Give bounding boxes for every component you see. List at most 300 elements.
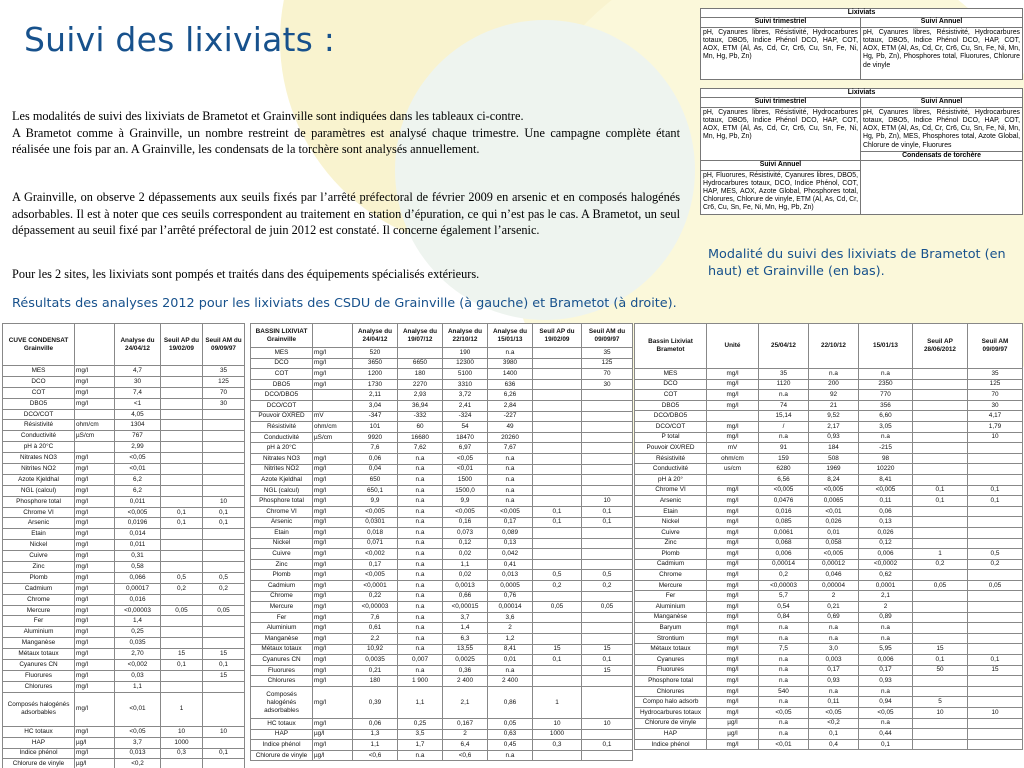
table-row	[251, 719, 633, 730]
value-cell	[533, 612, 582, 623]
value-cell: 7,6	[353, 612, 398, 623]
mod-bot-title: Lixiviats	[701, 89, 1023, 98]
value-cell: 1,1	[353, 740, 398, 751]
table-row	[635, 411, 1023, 422]
value-cell: <0,005	[809, 485, 859, 496]
value-cell: mg/l	[313, 369, 353, 380]
value-cell: 0,0005	[488, 581, 533, 592]
value-cell: mg/l	[313, 464, 353, 475]
parameter-cell: Azote Kjeldhal	[3, 474, 75, 485]
value-cell: 0,5	[161, 572, 203, 583]
value-cell	[913, 538, 968, 549]
value-cell: 0,16	[443, 517, 488, 528]
value-cell: mg/l	[707, 369, 759, 380]
value-cell	[968, 591, 1023, 602]
value-cell: 0,167	[443, 719, 488, 730]
value-cell	[161, 627, 203, 638]
value-cell: <0,00003	[115, 605, 161, 616]
value-cell	[913, 739, 968, 750]
value-cell: 1	[161, 692, 203, 726]
table-row	[635, 369, 1023, 380]
value-cell: 0,006	[759, 549, 809, 560]
value-cell: mg/l	[707, 549, 759, 560]
value-cell: 636	[488, 379, 533, 390]
value-cell: 5,95	[859, 644, 913, 655]
parameter-cell: DCO/COT	[3, 409, 75, 420]
table-row	[3, 748, 245, 759]
value-cell: 0,1	[203, 748, 245, 759]
value-cell	[203, 431, 245, 442]
value-cell	[533, 485, 582, 496]
value-cell: 35	[203, 366, 245, 377]
table-row	[635, 538, 1023, 549]
value-cell: n.a	[398, 623, 443, 634]
table-row	[251, 348, 633, 359]
value-cell: mg/l	[75, 627, 115, 638]
value-cell: 0,5	[533, 570, 582, 581]
value-cell: 70	[203, 387, 245, 398]
value-cell: mg/l	[707, 390, 759, 401]
value-cell: mg/l	[75, 507, 115, 518]
parameter-cell: DBO5	[3, 398, 75, 409]
value-cell	[533, 443, 582, 454]
table-row	[251, 591, 633, 602]
table-row	[3, 638, 245, 649]
value-cell: n.a	[809, 633, 859, 644]
value-cell: 0,026	[809, 517, 859, 528]
table-row	[251, 729, 633, 740]
value-cell: 0,86	[488, 687, 533, 719]
value-cell: 0,0013	[443, 581, 488, 592]
value-cell	[161, 431, 203, 442]
value-cell: mg/l	[313, 528, 353, 539]
results-table-brametot	[634, 323, 1023, 750]
value-cell: -347	[353, 411, 398, 422]
value-cell: 0,013	[115, 748, 161, 759]
value-cell: 0,003	[809, 655, 859, 666]
value-cell	[203, 453, 245, 464]
value-cell: 0,36	[443, 665, 488, 676]
parameter-cell: Arsenic	[635, 496, 707, 507]
value-cell	[533, 348, 582, 359]
value-cell: ohm/cm	[75, 420, 115, 431]
value-cell: n.a	[398, 506, 443, 517]
parameter-cell: Manganèse	[251, 634, 313, 645]
results-table-grainville-condensat	[2, 323, 245, 768]
value-cell: 70	[968, 390, 1023, 401]
value-cell: n.a	[488, 496, 533, 507]
value-cell: 70	[582, 369, 633, 380]
parameter-cell: Aluminium	[635, 602, 707, 613]
value-cell: n.a	[398, 612, 443, 623]
value-cell	[913, 602, 968, 613]
value-cell	[313, 400, 353, 411]
value-cell: 8,41	[488, 644, 533, 655]
value-cell: 1400	[488, 369, 533, 380]
value-cell: 20260	[488, 432, 533, 443]
parameter-cell: Baryum	[635, 623, 707, 634]
value-cell	[533, 464, 582, 475]
value-cell: 49	[488, 422, 533, 433]
value-cell: 3,7	[115, 737, 161, 748]
parameter-cell: Etain	[635, 506, 707, 517]
value-cell: 0,1	[203, 518, 245, 529]
value-cell: 0,41	[488, 559, 533, 570]
value-cell: mg/l	[313, 485, 353, 496]
value-cell: 3650	[353, 358, 398, 369]
value-cell: 18470	[443, 432, 488, 443]
value-cell	[203, 474, 245, 485]
value-cell: 0,00004	[809, 580, 859, 591]
value-cell: <0,00003	[353, 602, 398, 613]
value-cell: 6,2	[115, 474, 161, 485]
value-cell: 15	[161, 649, 203, 660]
parameter-cell: Aluminium	[3, 627, 75, 638]
value-cell: 1	[533, 687, 582, 719]
value-cell: mg/l	[313, 506, 353, 517]
table-row	[635, 729, 1023, 740]
value-cell: 3,05	[859, 421, 913, 432]
parameter-cell: DCO	[3, 376, 75, 387]
mod-top-title: Lixiviats	[701, 9, 1023, 18]
value-cell: 0,058	[809, 538, 859, 549]
parameter-cell: Nickel	[251, 538, 313, 549]
value-cell: 6280	[759, 464, 809, 475]
value-cell: 0,0476	[759, 496, 809, 507]
value-cell: 2,2	[353, 634, 398, 645]
value-cell: 4,17	[968, 411, 1023, 422]
mod-top-annual: pH, Cyanures libres, Résistivité, Hydrocarbures totaux, DBO5, Indice Phénol DCO, HAP, COT, AOX, ETM (Al, As, Cd, Cr, Cr6, Cu, Sn, Fe, Ni, Mn, Hg, Pb, Zn), Phosphores total, Fluorures, Chlorure de vinyle	[861, 27, 1023, 79]
value-cell: 3,72	[443, 390, 488, 401]
value-cell: mg/l	[313, 602, 353, 613]
value-cell: 10	[582, 496, 633, 507]
value-cell: 0,0065	[809, 496, 859, 507]
parameter-cell: Phosphore total	[635, 676, 707, 687]
parameter-cell: P total	[635, 432, 707, 443]
value-cell	[582, 411, 633, 422]
value-cell: 10	[968, 708, 1023, 719]
value-cell	[161, 420, 203, 431]
table-row	[635, 432, 1023, 443]
value-cell: mg/l	[75, 681, 115, 692]
value-cell	[913, 421, 968, 432]
value-cell: n.a	[398, 485, 443, 496]
value-cell: 0,011	[115, 540, 161, 551]
value-cell: n.a	[759, 390, 809, 401]
value-cell	[533, 634, 582, 645]
value-cell: mg/l	[707, 655, 759, 666]
value-cell: mg/l	[707, 496, 759, 507]
value-cell	[582, 432, 633, 443]
table-row	[3, 737, 245, 748]
table-row	[635, 549, 1023, 560]
table-row	[251, 496, 633, 507]
table-row	[635, 591, 1023, 602]
table-row	[251, 559, 633, 570]
parameter-cell: Cuivre	[3, 551, 75, 562]
value-cell: 0,06	[353, 453, 398, 464]
value-cell: 0,006	[859, 655, 913, 666]
value-cell: 0,042	[488, 549, 533, 560]
parameter-cell: Conductivité	[251, 432, 313, 443]
parameter-cell: Composés halogénés adsorbables	[3, 692, 75, 726]
value-cell	[582, 676, 633, 687]
value-cell: 6,97	[443, 443, 488, 454]
table-row	[3, 660, 245, 671]
value-cell: 0,1	[968, 485, 1023, 496]
value-cell: 0,06	[353, 719, 398, 730]
mod-top-h1: Suivi trimestriel	[701, 18, 861, 27]
value-cell: 5	[913, 697, 968, 708]
value-cell	[582, 687, 633, 719]
table-row	[635, 379, 1023, 390]
parameter-cell: Fer	[3, 616, 75, 627]
value-cell: 1,79	[968, 421, 1023, 432]
value-cell: mg/l	[75, 376, 115, 387]
parameter-cell: COT	[3, 387, 75, 398]
value-cell: 10	[582, 719, 633, 730]
value-cell: 74	[759, 400, 809, 411]
parameter-cell: HAP	[635, 729, 707, 740]
column-header: Analyse du 15/01/13	[488, 324, 533, 348]
value-cell	[533, 750, 582, 761]
value-cell: 3310	[443, 379, 488, 390]
value-cell	[913, 379, 968, 390]
value-cell: 2270	[398, 379, 443, 390]
value-cell: <0,05	[809, 708, 859, 719]
value-cell	[707, 411, 759, 422]
parameter-cell: Résistivité	[635, 453, 707, 464]
value-cell	[203, 409, 245, 420]
value-cell	[203, 759, 245, 768]
value-cell: 0,016	[759, 506, 809, 517]
treatment-text: Pour les 2 sites, les lixiviats sont pompés et traités dans des équipements spécialisés extérieurs.	[12, 267, 480, 281]
value-cell: 30	[968, 400, 1023, 411]
value-cell	[913, 390, 968, 401]
value-cell: 0,17	[353, 559, 398, 570]
column-header: 22/10/12	[809, 324, 859, 369]
results-caption: Résultats des analyses 2012 pour les lixiviats des CSDU de Grainville (à gauche) et Brametot (à droite).	[12, 296, 677, 311]
value-cell: 0,3	[161, 748, 203, 759]
table-row	[251, 443, 633, 454]
value-cell	[203, 551, 245, 562]
value-cell: <0,00003	[759, 580, 809, 591]
value-cell	[913, 686, 968, 697]
mod-top-quarterly: pH, Cyanures libres, Résistivité, Hydrocarbures totaux, DBO5, Indice Phénol DCO, HAP, COT, AOX, ETM (Al, As, Cd, Cr, Cr6, Cu, Sn, Fe, Ni, Mn, Hg, Pb, Zn)	[701, 27, 861, 79]
parameter-cell: Phosphore total	[251, 496, 313, 507]
value-cell: mg/l	[75, 638, 115, 649]
parameter-cell: Azote Kjeldhal	[251, 475, 313, 486]
value-cell: mg/l	[313, 549, 353, 560]
value-cell: 4,7	[115, 366, 161, 377]
value-cell: <0,01	[115, 692, 161, 726]
column-header: Seuil AP du 19/02/09	[533, 324, 582, 348]
value-cell: 0,13	[859, 517, 913, 528]
table-row	[3, 464, 245, 475]
parameter-cell: MES	[251, 348, 313, 359]
value-cell: 4,05	[115, 409, 161, 420]
parameter-cell: Cuivre	[251, 549, 313, 560]
value-cell: mg/l	[707, 676, 759, 687]
value-cell: mg/l	[313, 358, 353, 369]
value-cell: 0,05	[913, 580, 968, 591]
table-row	[251, 464, 633, 475]
table-row	[251, 369, 633, 380]
table-row	[3, 485, 245, 496]
column-header: CUVE CONDENSAT Grainville	[3, 324, 75, 366]
value-cell	[533, 496, 582, 507]
value-cell: 0,1	[203, 507, 245, 518]
value-cell	[913, 612, 968, 623]
value-cell: 5,7	[759, 591, 809, 602]
value-cell: <0,05	[859, 708, 913, 719]
value-cell: µg/l	[707, 729, 759, 740]
value-cell: <1	[115, 398, 161, 409]
value-cell: 0,1	[582, 517, 633, 528]
value-cell	[161, 759, 203, 768]
value-cell: 0,5	[582, 570, 633, 581]
parameter-cell: Cyanures	[635, 655, 707, 666]
value-cell: mg/l	[313, 379, 353, 390]
value-cell: 1000	[161, 737, 203, 748]
value-cell: 0,12	[443, 538, 488, 549]
value-cell: 1,4	[115, 616, 161, 627]
value-cell: 3,7	[443, 612, 488, 623]
value-cell: n.a	[398, 591, 443, 602]
value-cell: n.a	[398, 496, 443, 507]
value-cell: 767	[115, 431, 161, 442]
value-cell	[913, 506, 968, 517]
value-cell: mg/l	[75, 748, 115, 759]
value-cell: 0,00014	[759, 559, 809, 570]
value-cell: <0,005	[859, 485, 913, 496]
parameter-cell: Métaux totaux	[251, 644, 313, 655]
value-cell: 0,5	[203, 572, 245, 583]
table-row	[251, 655, 633, 666]
table-row	[635, 485, 1023, 496]
value-cell: n.a	[859, 623, 913, 634]
value-cell: 0,21	[353, 665, 398, 676]
value-cell: mg/l	[707, 400, 759, 411]
value-cell: 0,63	[488, 729, 533, 740]
value-cell: 0,76	[488, 591, 533, 602]
value-cell: 36,94	[398, 400, 443, 411]
value-cell: 0,1	[968, 655, 1023, 666]
table-row	[635, 708, 1023, 719]
value-cell: mg/l	[707, 644, 759, 655]
parameter-cell: Hydrocarbures totaux	[635, 708, 707, 719]
value-cell: <0,2	[115, 759, 161, 768]
value-cell: 16680	[398, 432, 443, 443]
value-cell	[203, 529, 245, 540]
column-header: Analyse du 24/04/12	[115, 324, 161, 366]
value-cell: 0,2	[968, 559, 1023, 570]
parameter-cell: Compo halo adsorb	[635, 697, 707, 708]
parameter-cell: COT	[635, 390, 707, 401]
table-row	[251, 517, 633, 528]
value-cell: <0,6	[353, 750, 398, 761]
table-row	[251, 506, 633, 517]
value-cell: n.a	[398, 581, 443, 592]
value-cell: 1,3	[353, 729, 398, 740]
mod-bot-quarterly: pH, Cyanures libres, Résistivité, Hydrocarbures totaux, DBO5, Indice Phénol DCO, HAP, COT, AOX, ETM (Al, As, Cd, Cr, Cr6, Cu, Sn, Fe, Ni, Mn, Hg, Pb, Zn)	[701, 107, 861, 151]
value-cell: mg/l	[313, 612, 353, 623]
parameter-cell: Pouvoir OXRED	[251, 411, 313, 422]
value-cell: 0,00017	[115, 583, 161, 594]
value-cell: 0,085	[759, 517, 809, 528]
value-cell: 9,52	[809, 411, 859, 422]
value-cell: 0,1	[161, 507, 203, 518]
value-cell: 0,1	[913, 485, 968, 496]
value-cell	[913, 400, 968, 411]
value-cell: <0,005	[353, 570, 398, 581]
value-cell: 0,0025	[443, 655, 488, 666]
table-row	[3, 453, 245, 464]
value-cell	[582, 538, 633, 549]
value-cell	[533, 411, 582, 422]
value-cell: mg/l	[75, 692, 115, 726]
value-cell: mg/l	[707, 580, 759, 591]
value-cell: -215	[859, 443, 913, 454]
value-cell: <0,005	[353, 506, 398, 517]
value-cell	[161, 398, 203, 409]
value-cell: 50	[913, 665, 968, 676]
value-cell: 15	[533, 644, 582, 655]
table-row	[3, 540, 245, 551]
value-cell: n.a	[859, 633, 913, 644]
parameter-cell: Conductivité	[3, 431, 75, 442]
value-cell	[203, 627, 245, 638]
parameter-cell: Chlorure de vinyle	[3, 759, 75, 768]
value-cell	[968, 527, 1023, 538]
value-cell: mg/l	[75, 726, 115, 737]
value-cell: 15,14	[759, 411, 809, 422]
value-cell: n.a	[398, 634, 443, 645]
value-cell	[161, 464, 203, 475]
parameter-cell: Cyanures CN	[251, 655, 313, 666]
value-cell: n.a	[398, 644, 443, 655]
table-row	[251, 570, 633, 581]
value-cell: 0,05	[582, 602, 633, 613]
parameter-cell: Fer	[635, 591, 707, 602]
results-table-grainville-bassin	[250, 323, 633, 761]
value-cell: 0,1	[913, 655, 968, 666]
value-cell: 2,93	[398, 390, 443, 401]
parameter-cell: HAP	[3, 737, 75, 748]
value-cell	[968, 633, 1023, 644]
value-cell: 1,4	[443, 623, 488, 634]
value-cell: 0,1	[809, 729, 859, 740]
value-cell: 6,26	[488, 390, 533, 401]
value-cell: <0,01	[809, 506, 859, 517]
value-cell: n.a	[398, 517, 443, 528]
column-header: Analyse du 22/10/12	[443, 324, 488, 348]
table-row	[635, 633, 1023, 644]
value-cell: 0,13	[488, 538, 533, 549]
column-header: Seuil AM du 09/09/97	[203, 324, 245, 366]
value-cell: -227	[488, 411, 533, 422]
value-cell	[161, 485, 203, 496]
value-cell	[913, 474, 968, 485]
value-cell: n.a	[759, 729, 809, 740]
value-cell: mg/l	[707, 485, 759, 496]
value-cell: mg/l	[707, 623, 759, 634]
value-cell: 1,7	[398, 740, 443, 751]
table-row	[635, 665, 1023, 676]
value-cell: mg/l	[707, 421, 759, 432]
value-cell: 6,56	[759, 474, 809, 485]
value-cell: 7,67	[488, 443, 533, 454]
